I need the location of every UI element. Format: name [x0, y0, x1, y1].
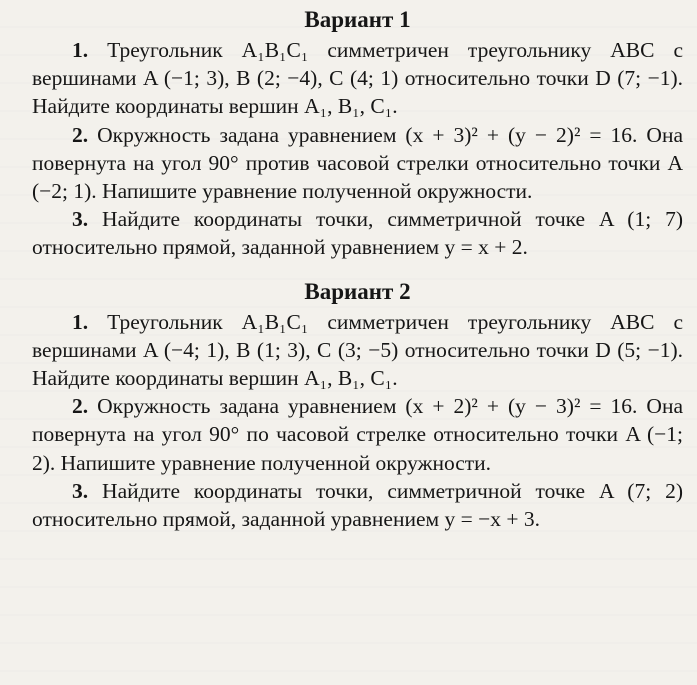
variant-1-problem-3 [32, 205, 683, 261]
variant-2-problem-3 [32, 477, 683, 533]
problem-text: Треугольник A₁B₁C₁ симметричен треугольнику ABC с вершинами A (−4; 1), B (1; 3), C (3; −5) относительно точки D (5; −1). Найдите координаты вершин A₁, B₁, C₁. [32, 309, 684, 391]
variant-1-title: Вариант 1 [304, 7, 411, 32]
variant-2-problem-1 [32, 308, 683, 393]
problem-text: Окружность задана уравнением (x + 2)² + (y − 3)² = 16. Она повернута на угол 90° по часовой стрелке относительно точки A (−1; 2). Напишите уравнение полученной окружности. [32, 394, 684, 475]
problem-text: Треугольник A₁B₁C₁ симметричен треугольнику ABC с вершинами A (−1; 3), B (2; −4), C (4; 1) относительно точки D (7; −1). Найдите координаты вершин A₁, B₁, C₁. [32, 38, 684, 119]
problem-number: 1. [72, 309, 89, 334]
variant-1-problem-1 [32, 36, 683, 121]
problem-number: 2. [72, 394, 89, 419]
problem-number: 1. [72, 38, 89, 62]
variant-1-problem-2 [32, 121, 683, 206]
problem-text: Найдите координаты точки, симметричной точке A (7; 2) относительно прямой, заданной уравнением y = −x + 3. [32, 478, 683, 532]
problem-number: 3. [72, 207, 89, 232]
problem-text: Найдите координаты точки, симметричной точке A (1; 7) относительно прямой, заданной уравнением y = x + 2. [32, 207, 683, 260]
variant-2-problem-2 [32, 392, 683, 477]
problem-number: 3. [72, 478, 89, 503]
variant-2-title: Вариант 2 [304, 278, 411, 304]
problem-text: Окружность задана уравнением (x + 3)² + (y − 2)² = 16. Она повернута на угол 90° против часовой стрелки относительно точки A (−2; 1). Напишите уравнение полученной окружности. [32, 122, 684, 204]
problem-number: 2. [72, 122, 89, 147]
